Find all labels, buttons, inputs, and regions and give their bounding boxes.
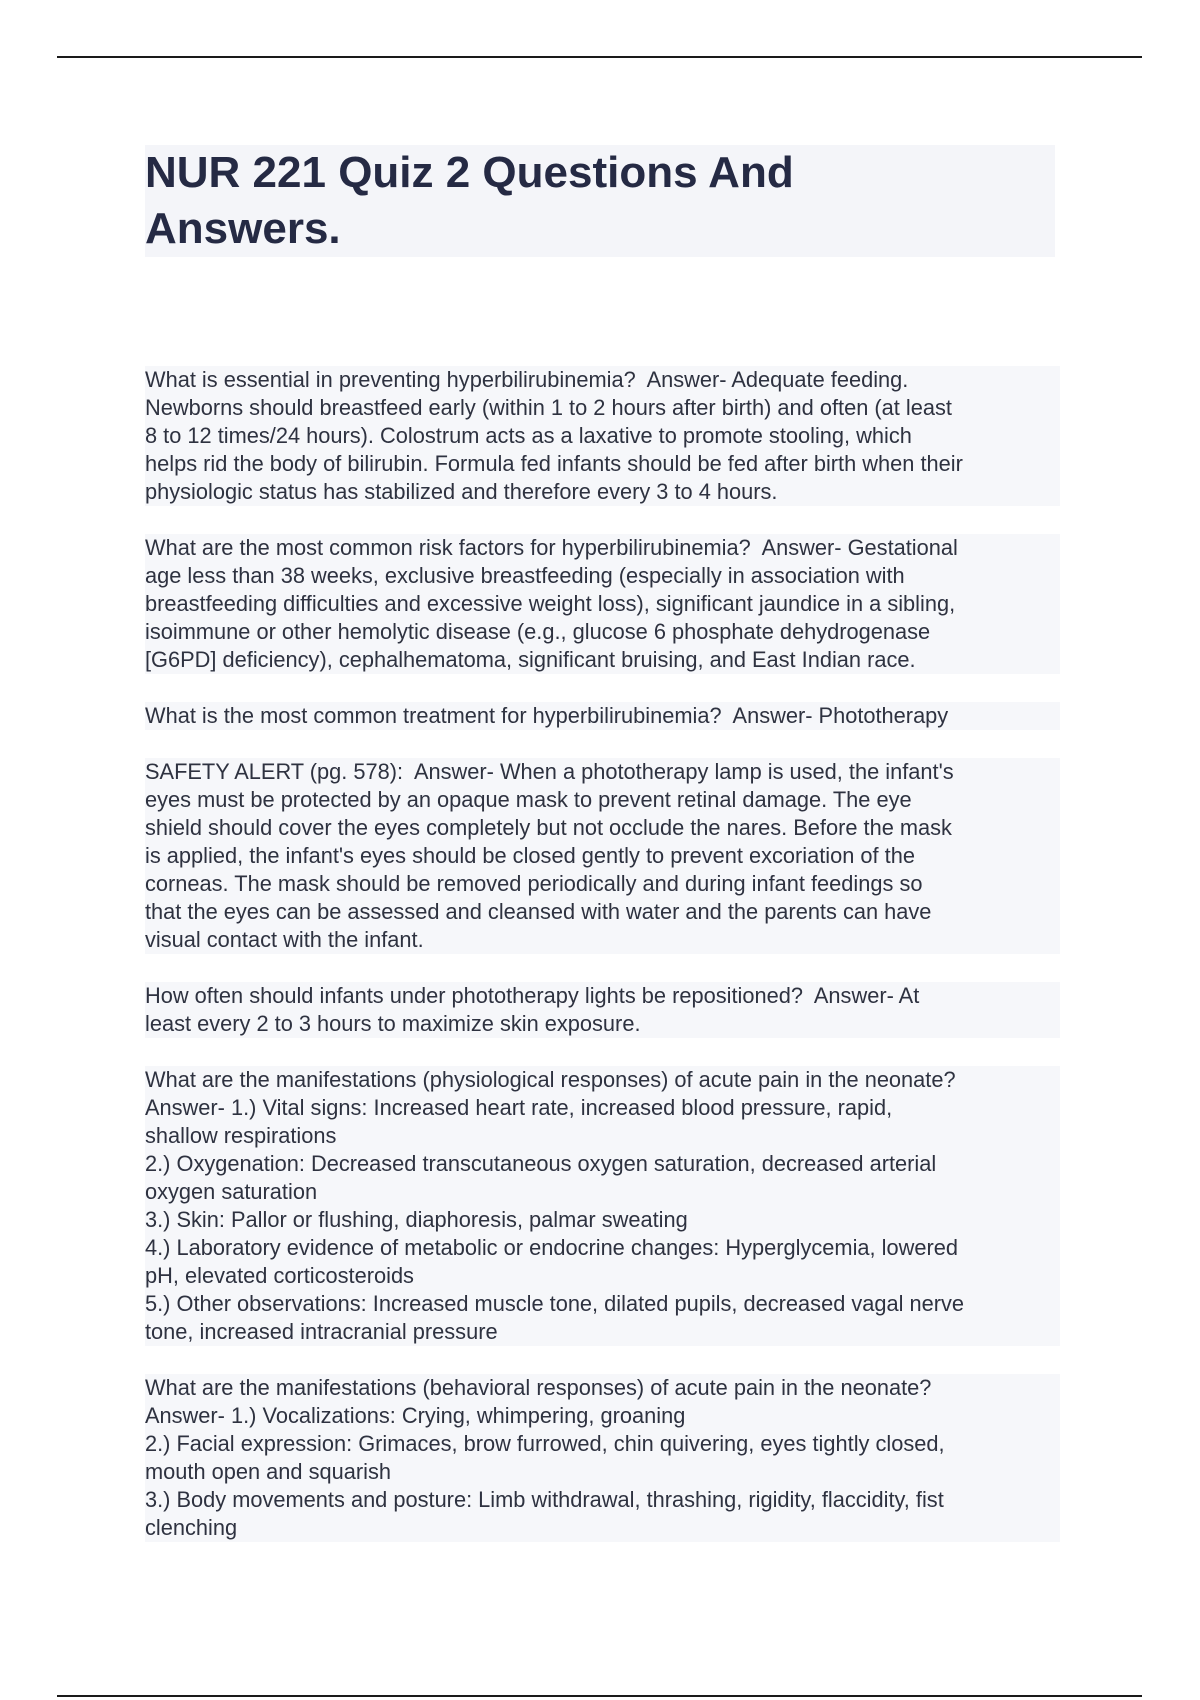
qa-line: What is the most common treatment for hyperbilirubinemia? Answer- Phototherapy <box>145 702 1060 730</box>
qa-item <box>145 982 1060 1038</box>
qa-line: 2.) Oxygenation: Decreased transcutaneous oxygen saturation, decreased arterial <box>145 1150 1060 1178</box>
qa-line: Answer- 1.) Vital signs: Increased heart rate, increased blood pressure, rapid, <box>145 1094 1060 1122</box>
title-line: Answers. <box>145 204 341 253</box>
qa-line: 8 to 12 times/24 hours). Colostrum acts as a laxative to promote stooling, which <box>145 422 1060 450</box>
qa-line: What are the manifestations (physiological responses) of acute pain in the neonate? <box>145 1066 1060 1094</box>
qa-line: pH, elevated corticosteroids <box>145 1262 1060 1290</box>
qa-line: Answer- 1.) Vocalizations: Crying, whimpering, groaning <box>145 1402 1060 1430</box>
qa-item <box>145 1374 1060 1542</box>
qa-line: shallow respirations <box>145 1122 1060 1150</box>
qa-line: tone, increased intracranial pressure <box>145 1318 1060 1346</box>
qa-line: oxygen saturation <box>145 1178 1060 1206</box>
bottom-rule <box>57 1695 1142 1697</box>
qa-line: What is essential in preventing hyperbilirubinemia? Answer- Adequate feeding. <box>145 366 1060 394</box>
qa-item <box>145 366 1060 506</box>
qa-line: isoimmune or other hemolytic disease (e.g., glucose 6 phosphate dehydrogenase <box>145 618 1060 646</box>
qa-item <box>145 758 1060 954</box>
qa-line: age less than 38 weeks, exclusive breastfeeding (especially in association with <box>145 562 1060 590</box>
qa-line: 3.) Body movements and posture: Limb withdrawal, thrashing, rigidity, flaccidity, fist <box>145 1486 1060 1514</box>
qa-line: eyes must be protected by an opaque mask to prevent retinal damage. The eye <box>145 786 1060 814</box>
qa-line: that the eyes can be assessed and cleansed with water and the parents can have <box>145 898 1060 926</box>
page-title <box>145 145 965 257</box>
qa-line: What are the most common risk factors for hyperbilirubinemia? Answer- Gestational <box>145 534 1060 562</box>
qa-item <box>145 1066 1060 1346</box>
title-block <box>145 145 1055 257</box>
qa-line: visual contact with the infant. <box>145 926 1060 954</box>
qa-line: helps rid the body of bilirubin. Formula fed infants should be fed after birth when their <box>145 450 1060 478</box>
qa-line: physiologic status has stabilized and therefore every 3 to 4 hours. <box>145 478 1060 506</box>
qa-line: Newborns should breastfeed early (within 1 to 2 hours after birth) and often (at least <box>145 394 1060 422</box>
qa-line: clenching <box>145 1514 1060 1542</box>
qa-line: corneas. The mask should be removed periodically and during infant feedings so <box>145 870 1060 898</box>
qa-line: shield should cover the eyes completely but not occlude the nares. Before the mask <box>145 814 1060 842</box>
qa-line: is applied, the infant's eyes should be closed gently to prevent excoriation of the <box>145 842 1060 870</box>
qa-line: 3.) Skin: Pallor or flushing, diaphoresis, palmar sweating <box>145 1206 1060 1234</box>
qa-item <box>145 534 1060 674</box>
qa-line: mouth open and squarish <box>145 1458 1060 1486</box>
qa-line: [G6PD] deficiency), cephalhematoma, significant bruising, and East Indian race. <box>145 646 1060 674</box>
qa-line: SAFETY ALERT (pg. 578): Answer- When a phototherapy lamp is used, the infant's <box>145 758 1060 786</box>
qa-line: What are the manifestations (behavioral responses) of acute pain in the neonate? <box>145 1374 1060 1402</box>
qa-line: 4.) Laboratory evidence of metabolic or endocrine changes: Hyperglycemia, lowered <box>145 1234 1060 1262</box>
qa-line: How often should infants under phototherapy lights be repositioned? Answer- At <box>145 982 1060 1010</box>
qa-item <box>145 702 1060 730</box>
qa-line: breastfeeding difficulties and excessive weight loss), significant jaundice in a sibling, <box>145 590 1060 618</box>
qa-line: least every 2 to 3 hours to maximize skin exposure. <box>145 1010 1060 1038</box>
qa-line: 2.) Facial expression: Grimaces, brow furrowed, chin quivering, eyes tightly closed, <box>145 1430 1060 1458</box>
top-rule <box>57 56 1142 58</box>
document-body <box>145 366 1060 1570</box>
qa-line: 5.) Other observations: Increased muscle tone, dilated pupils, decreased vagal nerve <box>145 1290 1060 1318</box>
title-line: NUR 221 Quiz 2 Questions And <box>145 148 794 197</box>
